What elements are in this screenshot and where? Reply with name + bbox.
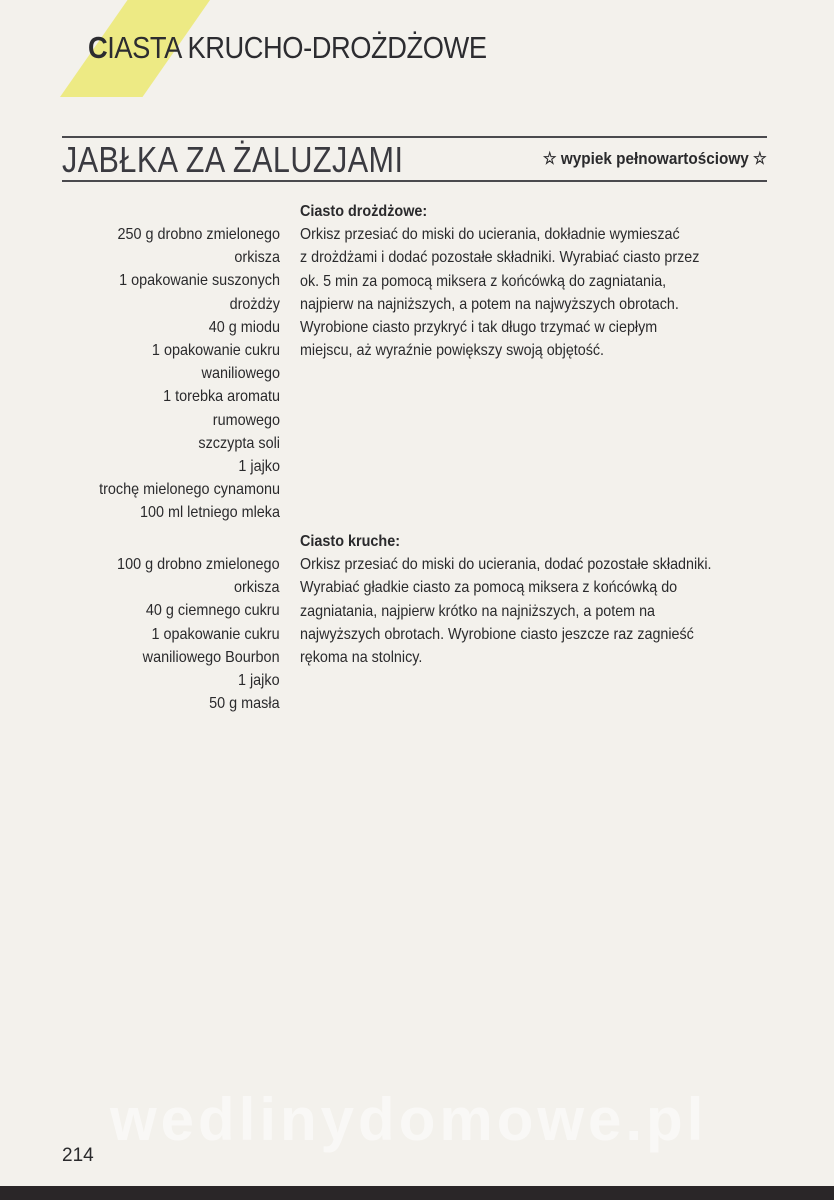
text-line: Orkisz przesiać do miski do ucierania, dodać pozostałe składniki. [300,556,712,574]
ingredient-line: 50 g masła [209,695,280,713]
chapter-initial: C [88,30,108,65]
section-heading: Ciasto kruche: [300,533,401,550]
ingredient-line: 1 jajko [238,672,280,690]
section-heading: Ciasto drożdżowe: [300,203,428,220]
recipe-subtitle: ☆ wypiek pełnowartościowy ☆ [543,149,767,168]
ingredient-line: 1 opakowanie suszonych [119,272,280,290]
ingredient-line: szczypta soli [198,434,280,452]
ingredient-line: drożdży [229,295,280,313]
section-text [300,553,760,669]
ingredient-line: waniliowego [201,365,280,383]
section-shortcrust-dough [300,530,760,669]
ingredient-line: 100 ml letniego mleka [139,504,280,522]
ingredient-line: 100 g drobno zmielonego [117,556,280,573]
ingredient-line: rumowego [212,411,280,429]
ingredient-line: 40 g ciemnego cukru [146,602,280,620]
text-line: Orkisz przesiać do miski do ucierania, dokładnie wymieszać [300,226,680,244]
ingredient-line: 1 torebka aromatu [163,388,280,406]
text-line: Wyrabiać gładkie ciasto za pomocą miksera z końcówką do [300,579,678,597]
page-number: 214 [62,1145,94,1166]
ingredient-line: orkisza [234,579,280,597]
text-line: zagniatania, najpierw krótko na najniższych, a potem na [300,602,656,620]
ingredient-line: 40 g miodu [208,318,280,336]
text-line: miejscu, aż wyraźnie powiększy swoją objętość. [300,342,605,360]
ingredient-line: 1 jajko [238,458,280,476]
top-rule [62,136,767,138]
text-line: Wyrobione ciasto przykryć i tak długo trzymać w ciepłym [300,319,658,337]
ingredient-line: trochę mielonego cynamonu [99,481,280,499]
text-line: rękoma na stolnicy. [300,649,423,667]
section-yeast-dough [300,200,746,362]
bottom-rule [62,180,767,182]
text-line: najpierw na najniższych, a potem na najwyższych obrotach. [300,295,679,313]
ingredient-line: 250 g drobno zmielonego [117,226,280,243]
chapter-title [88,30,487,66]
ingredient-list-shortcrust-dough [99,553,280,715]
scan-edge [0,1186,834,1200]
text-line: najwyższych obrotach. Wyrobione ciasto jeszcze raz zagnieść [300,625,694,643]
chapter-title-rest: IASTA KRUCHO-DROŻDŻOWE [107,30,487,65]
text-line: z drożdżami i dodać pozostałe składniki. Wyrabiać ciasto przez [300,249,700,267]
section-text [300,223,746,362]
ingredient-list-yeast-dough [79,223,280,525]
ingredient-line: 1 opakowanie cukru [151,342,280,360]
text-line: ok. 5 min za pomocą miksera z końcówką do zagniatania, [300,272,667,290]
ingredient-line: waniliowego Bourbon [143,648,280,666]
watermark: wedlinydomowe.pl [110,1086,708,1153]
ingredient-line: orkisza [234,249,280,267]
recipe-title: JABŁKA ZA ŻALUZJAMI [62,139,404,180]
ingredient-line: 1 opakowanie cukru [151,625,280,643]
